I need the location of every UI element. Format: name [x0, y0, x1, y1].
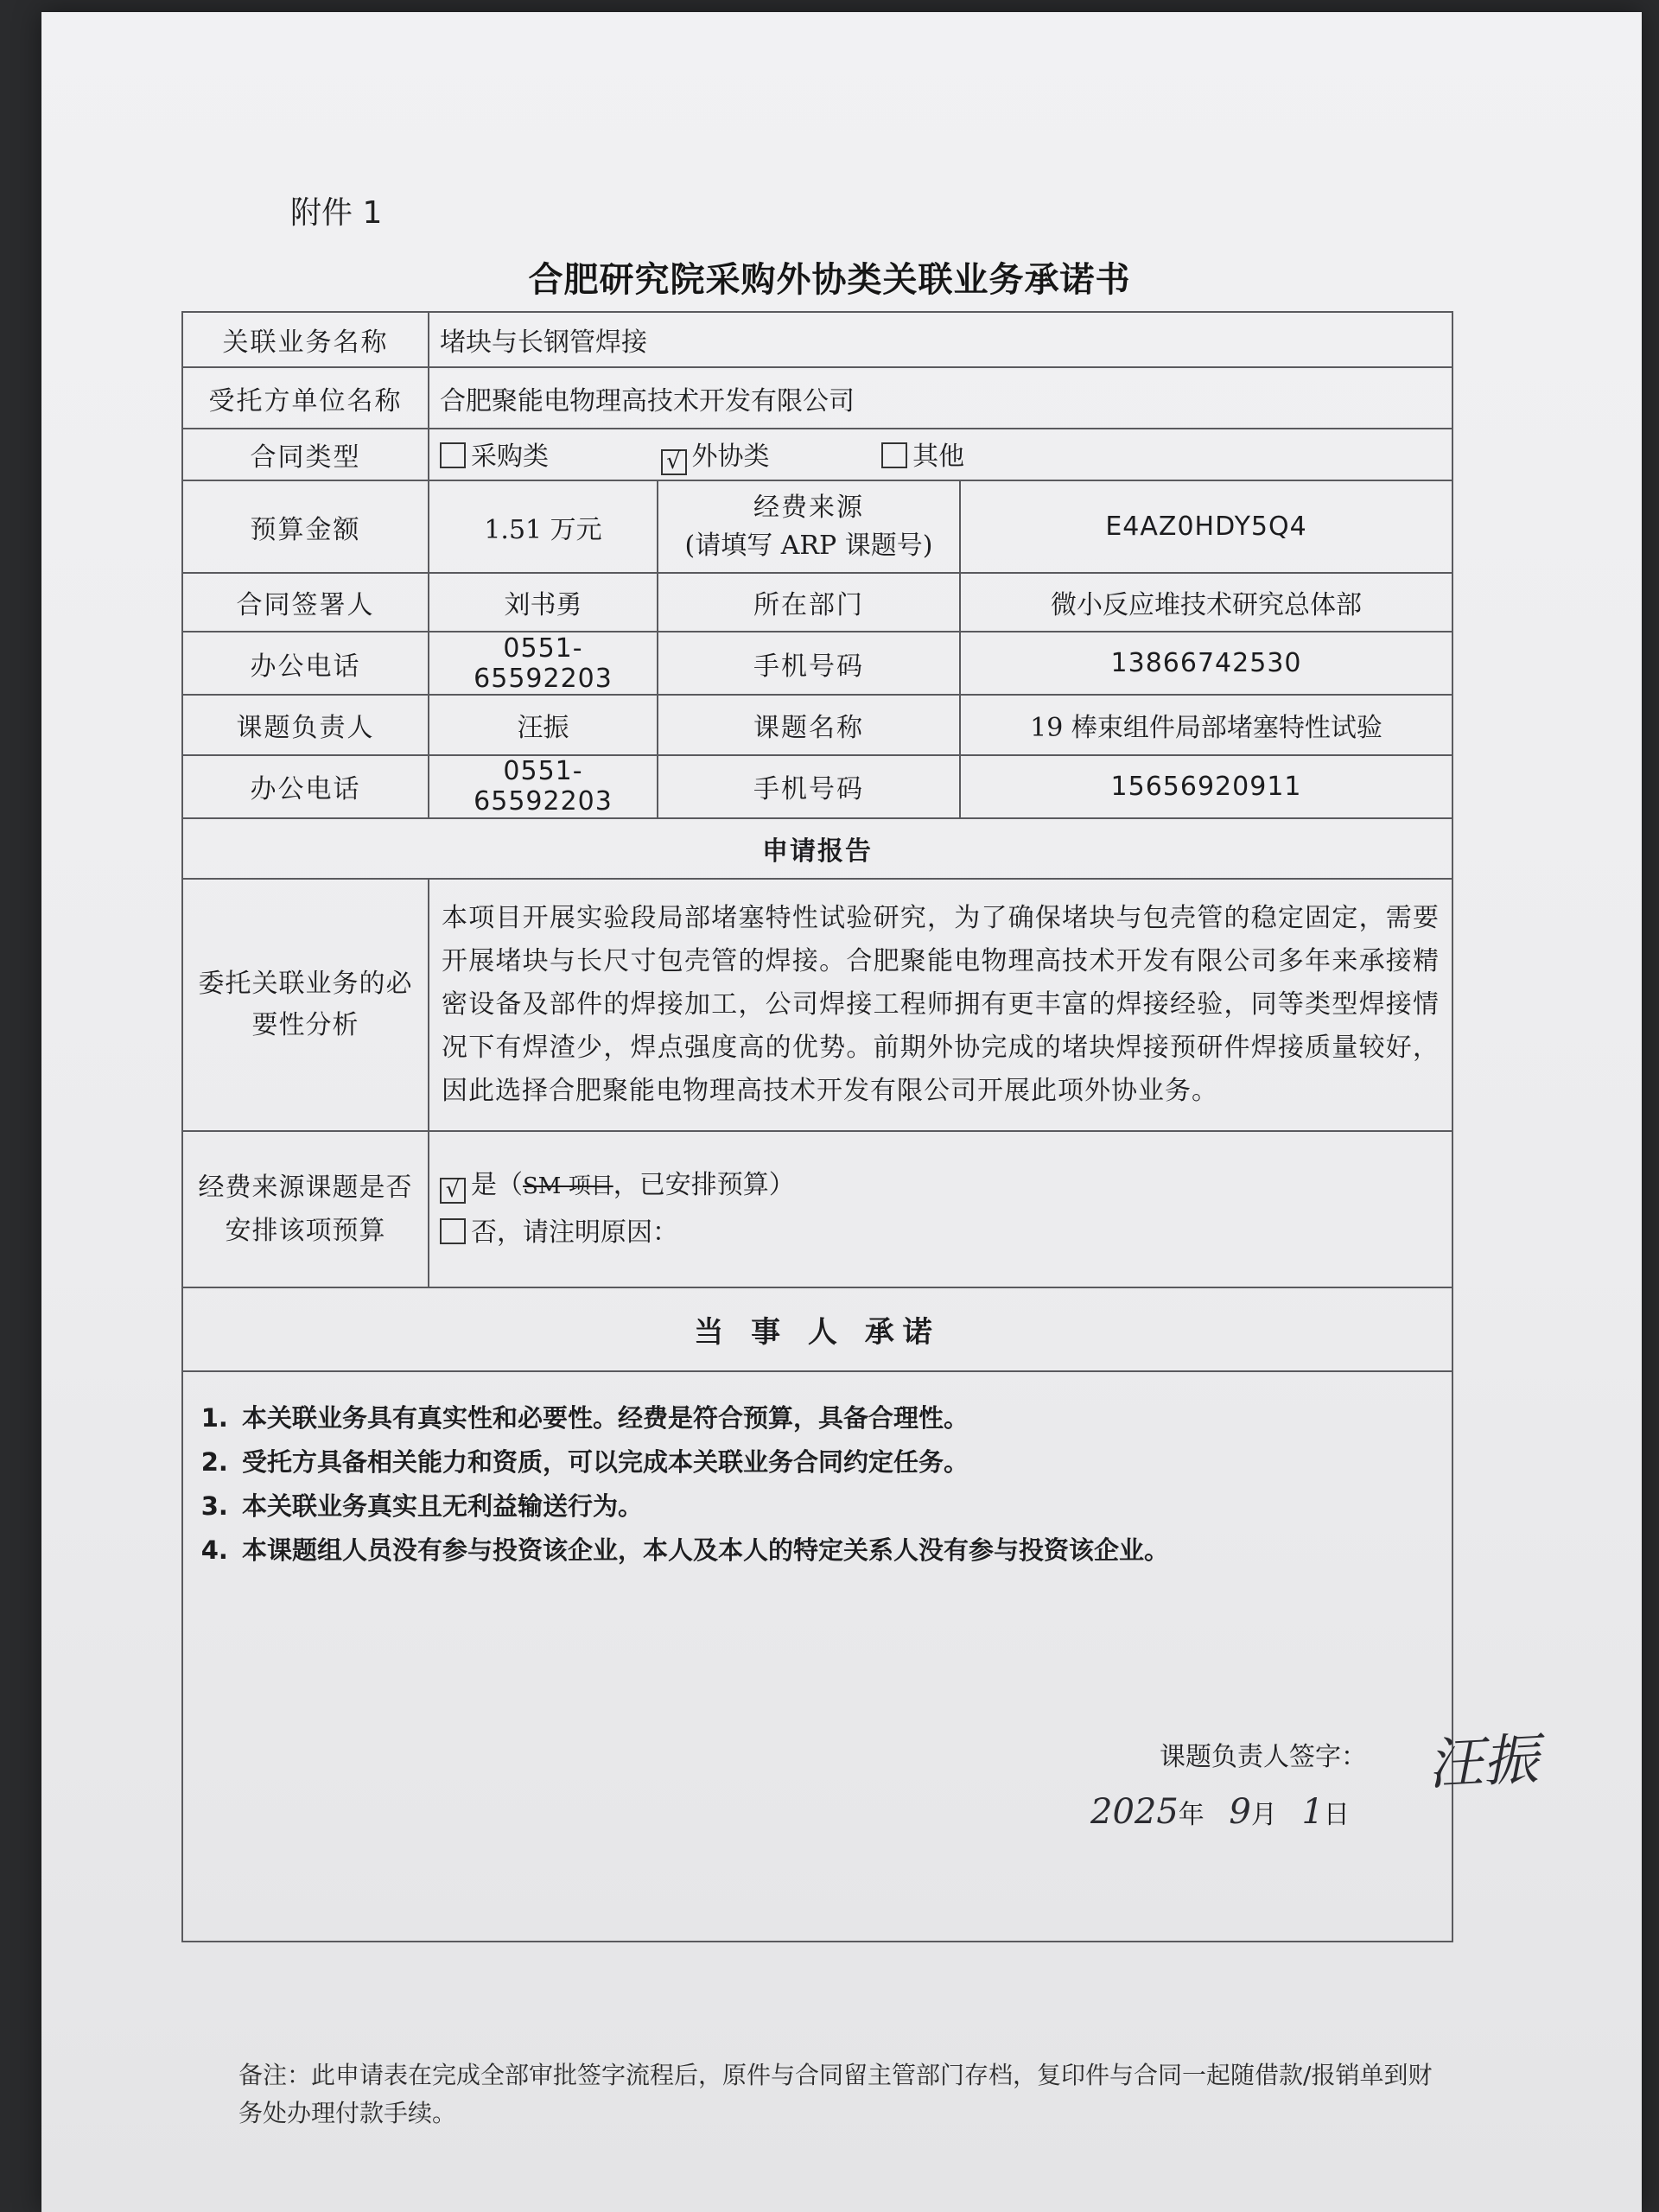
- row-phone-2: [182, 755, 1452, 817]
- checkbox-purchase[interactable]: [440, 442, 466, 468]
- budget-no-label: 否，请注明原因：: [471, 1217, 678, 1248]
- row-phone-1: [182, 632, 1452, 694]
- budget-amount-label: 预算金额: [182, 480, 429, 573]
- date-month: 9: [1229, 1791, 1251, 1832]
- mobile-value: 13866742530: [960, 632, 1452, 694]
- option-outsourcing[interactable]: [661, 435, 770, 475]
- office-phone-2-value: 0551-65592203: [429, 755, 658, 817]
- row-business-name: [182, 312, 1452, 367]
- date-month-suffix: 月: [1250, 1799, 1277, 1830]
- fund-source-hint: (请填写 ARP 课题号): [684, 530, 933, 561]
- checkbox-budget-yes[interactable]: [440, 1178, 466, 1204]
- promise-list: [202, 1396, 1433, 1573]
- fund-source-label: [658, 480, 960, 573]
- date-day-suffix: 日: [1323, 1799, 1350, 1830]
- budget-arranged-label: 经费来源课题是否安排该项预算: [182, 1131, 429, 1287]
- promise-item: 4. 本课题组人员没有参与投资该企业，本人及本人的特定关系人没有参与投资该企业。: [237, 1529, 1433, 1573]
- budget-yes-option[interactable]: [440, 1162, 1441, 1210]
- project-leader-label: 课题负责人: [182, 695, 429, 755]
- budget-yes-label: 是（: [471, 1170, 523, 1200]
- business-name-label: 关联业务名称: [182, 312, 429, 367]
- row-necessity: [182, 879, 1452, 1131]
- signature-date: [1090, 1792, 1350, 1832]
- entrusted-unit-label: 受托方单位名称: [182, 367, 429, 428]
- row-promises: [182, 1371, 1452, 1942]
- necessity-label: 委托关联业务的必要性分析: [182, 879, 429, 1131]
- department-value: 微小反应堆技术研究总体部: [960, 573, 1452, 632]
- mobile-label: 手机号码: [658, 632, 960, 694]
- row-entrusted-unit: [182, 367, 1452, 428]
- checkbox-outsourcing[interactable]: [661, 449, 687, 475]
- check-mark-icon: √: [666, 448, 681, 474]
- attachment-label: 附件 1: [290, 195, 383, 231]
- department-label: 所在部门: [658, 573, 960, 632]
- fund-source-title: 经费来源: [753, 492, 864, 523]
- office-phone-value: 0551-65592203: [429, 632, 658, 694]
- check-mark-icon: √: [445, 1177, 461, 1203]
- row-budget-arranged: [182, 1131, 1452, 1287]
- project-name-value: 19 棒束组件局部堵塞特性试验: [960, 695, 1452, 755]
- signature-label: 课题负责人签字：: [1160, 1741, 1367, 1772]
- commitment-form: [181, 311, 1541, 1942]
- project-leader-value: 汪振: [429, 695, 658, 755]
- contract-type-options: [429, 429, 1452, 480]
- budget-arranged-options: [429, 1131, 1452, 1287]
- budget-amount-value: 1.51 万元: [429, 480, 658, 573]
- contract-signer-label: 合同签署人: [182, 573, 429, 632]
- option-other-label: 其他: [912, 441, 965, 472]
- budget-no-option[interactable]: [440, 1210, 1441, 1256]
- office-phone-label: 办公电话: [182, 632, 429, 694]
- checkbox-budget-no[interactable]: [440, 1218, 466, 1244]
- mobile-2-value: 15656920911: [960, 755, 1452, 817]
- promise-item: 2. 受托方具备相关能力和资质，可以完成本关联业务合同约定任务。: [237, 1440, 1433, 1484]
- report-heading: 申请报告: [182, 818, 1452, 879]
- row-report-heading: [182, 818, 1452, 879]
- option-outsourcing-label: 外协类: [691, 441, 770, 472]
- handwritten-signature: 汪振: [1426, 1727, 1541, 1797]
- date-day: 1: [1301, 1791, 1324, 1832]
- date-year-suffix: 年: [1178, 1799, 1205, 1830]
- promise-item: 1. 本关联业务具有真实性和必要性。经费是符合预算，具备合理性。: [237, 1396, 1433, 1440]
- checkbox-other[interactable]: [881, 442, 907, 468]
- office-phone-2-label: 办公电话: [182, 755, 429, 817]
- row-contract-type: [182, 429, 1452, 480]
- option-purchase[interactable]: [440, 435, 549, 473]
- signature-area: [978, 1718, 1541, 1856]
- footnote: 备注：此申请表在完成全部审批签字流程后，原件与合同留主管部门存档，复印件与合同一起随借款/报销单到财务处办理付款手续。: [238, 2061, 1433, 2127]
- row-budget: [182, 480, 1452, 573]
- option-purchase-label: 采购类: [471, 441, 549, 472]
- row-promise-heading: [182, 1287, 1452, 1371]
- promise-item: 3. 本关联业务真实且无利益输送行为。: [237, 1484, 1433, 1529]
- row-signer: [182, 573, 1452, 632]
- business-name-value: 堵块与长钢管焊接: [429, 312, 1452, 367]
- promise-cell: [182, 1371, 1541, 1942]
- document-title: 合肥研究院采购外协类关联业务承诺书: [528, 260, 1131, 300]
- date-year: 2025: [1090, 1791, 1179, 1832]
- row-project: [182, 695, 1452, 755]
- contract-signer-value: 刘书勇: [429, 573, 658, 632]
- necessity-text: 本项目开展实验段局部堵塞特性试验研究，为了确保堵块与包壳管的稳定固定，需要开展堵块与长尺寸包壳管的焊接。合肥聚能电物理高技术开发有限公司多年来承接精密设备及部件的焊接加工，公司焊接工程师拥有更丰富的焊接经验，同等类型焊接情况下有焊渣少，焊点强度高的优势。前期外协完成的堵块焊接预研件焊接质量较好，因此选择合肥聚能电物理高技术开发有限公司开展此项外协业务。: [429, 879, 1452, 1131]
- fund-source-code: E4AZ0HDY5Q4: [960, 480, 1452, 573]
- entrusted-unit-value: 合肥聚能电物理高技术开发有限公司: [429, 367, 1452, 428]
- promise-heading: 当 事 人 承诺: [182, 1287, 1452, 1371]
- contract-type-label: 合同类型: [182, 429, 429, 480]
- mobile-2-label: 手机号码: [658, 755, 960, 817]
- option-other[interactable]: [881, 435, 964, 473]
- budget-yes-rest: ，已安排预算）: [613, 1170, 795, 1200]
- budget-yes-struck: SM 项目: [523, 1173, 613, 1199]
- project-name-label: 课题名称: [658, 695, 960, 755]
